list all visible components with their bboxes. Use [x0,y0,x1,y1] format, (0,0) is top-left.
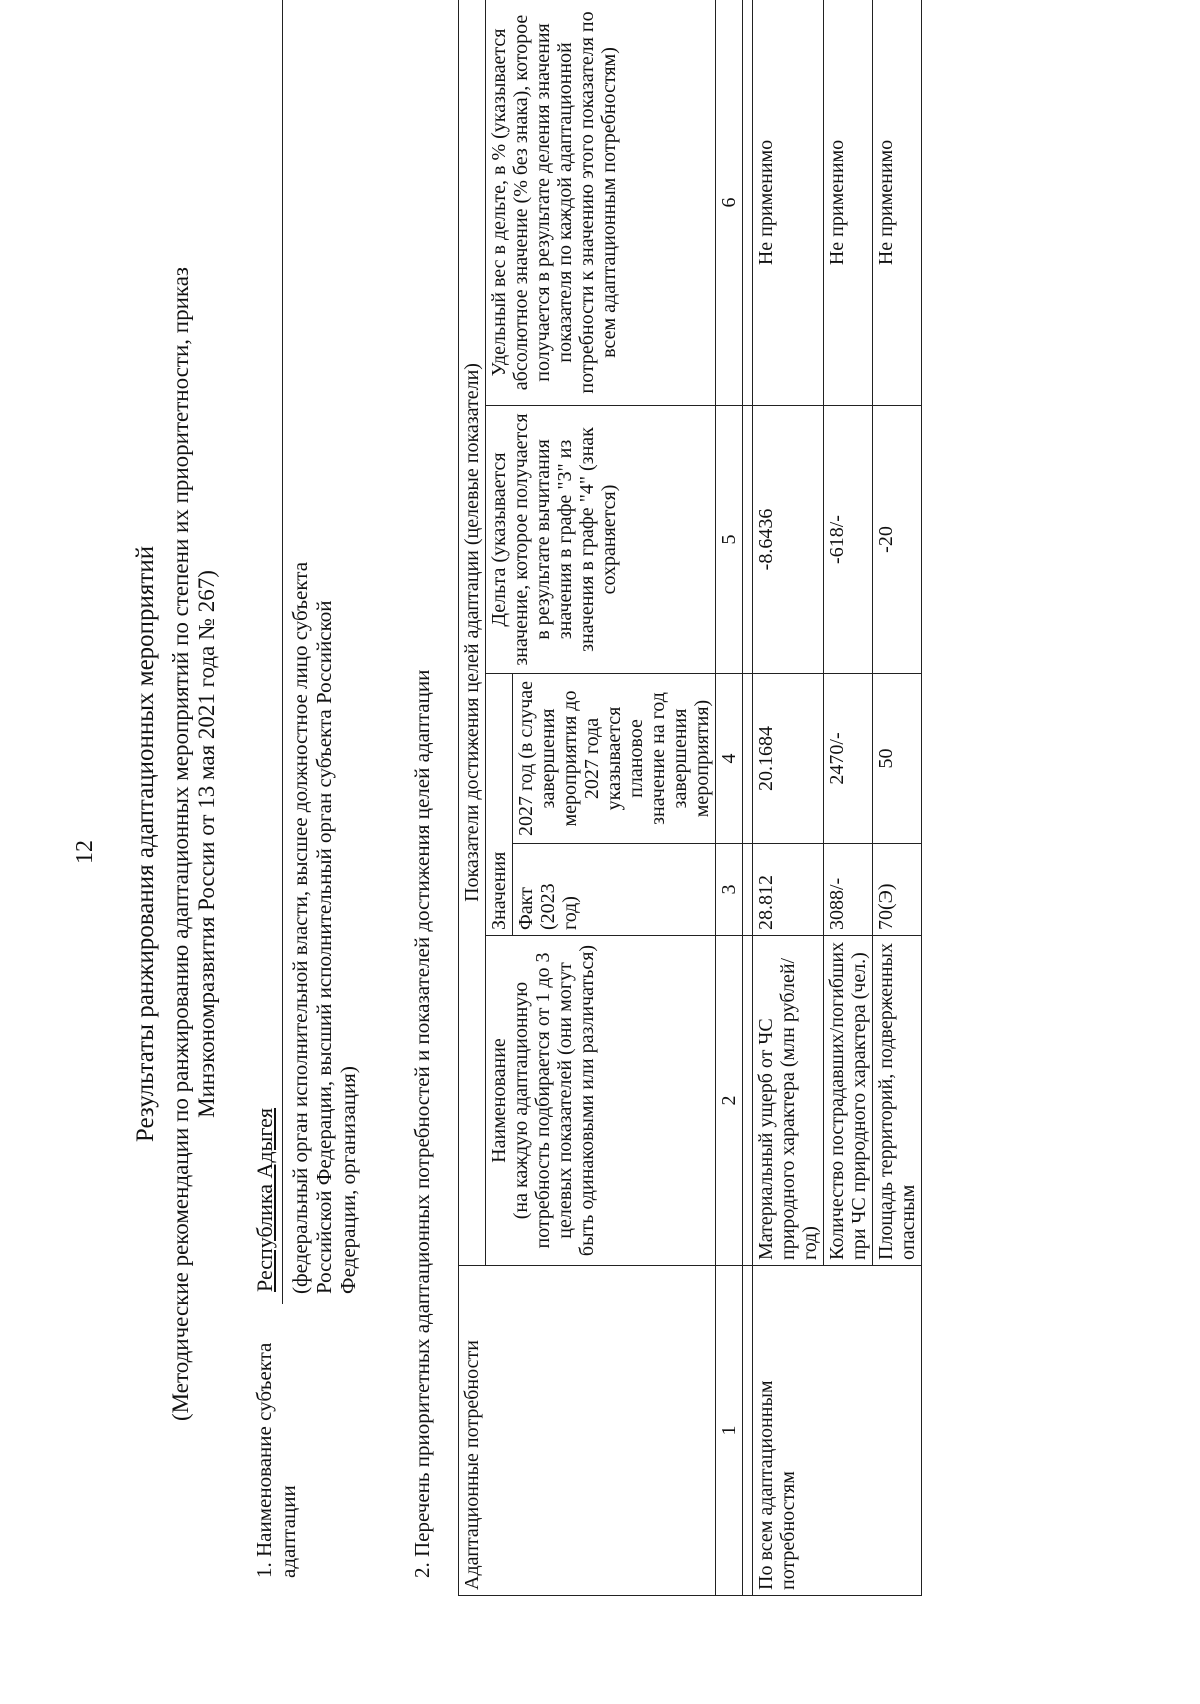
indicators-table [458,0,922,1596]
indicator-delta: -20 [873,406,922,674]
header-fact: Факт (2023 год) [513,844,716,936]
table-row [753,0,824,1596]
header-weight: Удельный вес в дельте, в % (указывается абсолютное значение (% без знака), которое получается в результате деления значения показателя по каждой адаптационной потребности к значению этого показателя по всем адаптационным потребностям) [486,0,716,406]
column-number: 1 [716,1266,743,1596]
indicator-fact: 3088/- [824,844,873,936]
indicator-name: Материальный ущерб от ЧС природного характера (млн рублей/год) [753,936,824,1266]
header-name-note: (на каждую адаптационную потребность подбирается от 1 до 3 целевых показателей (они могут быть одинаковыми или различаться) [510,944,598,1257]
indicator-name: Количество пострадавших/погибших при ЧС природного характера (чел.) [824,936,873,1266]
indicator-plan: 50 [873,674,922,844]
indicator-plan: 20.1684 [753,674,824,844]
column-number: 6 [716,0,743,406]
header-delta: Дельта (указывается значение, которое получается в результате вычитания значения в графе "3" из значения в графе "4" (знак сохраняется) [486,406,716,674]
header-values: Значения [486,674,513,936]
section1-label: 1. Наименование субъекта адаптации [252,1342,300,1578]
header-indicators-group: Показатели достижения целей адаптации (целевые показатели) [459,0,486,1266]
indicator-weight: Не применимо [753,0,824,406]
need-label: По всем адаптационным потребностям [753,1266,922,1596]
document-title: Результаты ранжирования адаптационных мероприятий [132,545,159,1143]
header-name: Наименование [488,1038,510,1163]
column-number: 3 [716,844,743,936]
indicator-name: Площадь территорий, подверженных опасным [873,936,922,1266]
column-number: 2 [716,936,743,1266]
header-needs: Адаптационные потребности [459,1266,716,1596]
header-name-cell [486,936,716,1266]
indicator-delta: -8.6436 [753,406,824,674]
section2-label: 2. Перечень приоритетных адаптационных потребностей и показателей достижения целей адаптации [410,669,434,1578]
section1-note: (федеральный орган исполнительной власти, высшее должностное лицо субъекта Российской Федерации, высший исполнительный орган субъекта Российской Федерации, организация) [288,561,360,1294]
indicator-fact: 28.812 [753,844,824,936]
indicator-weight: Не применимо [824,0,873,406]
indicator-delta: -618/- [824,406,873,674]
indicator-weight: Не применимо [873,0,922,406]
document-subtitle: (Методические рекомендации по ранжированию адаптационных мероприятий по степени их приоритетности, приказ Минэкономразвития России от 13 мая 2021 года № 267) [168,267,219,1422]
section1-value: Республика Адыгея [252,1107,277,1292]
indicator-plan: 2470/- [824,674,873,844]
column-numbers-row [716,0,743,1596]
column-number: 4 [716,674,743,844]
section1-underline [282,0,283,1304]
header-plan: 2027 год (в случае завершения мероприятия до 2027 года указывается плановое значение на год завершения мероприятия) [513,674,716,844]
column-number: 5 [716,406,743,674]
table-gap [743,0,753,1596]
page-number: 12 [72,840,98,864]
indicator-fact: 70(Э) [873,844,922,936]
